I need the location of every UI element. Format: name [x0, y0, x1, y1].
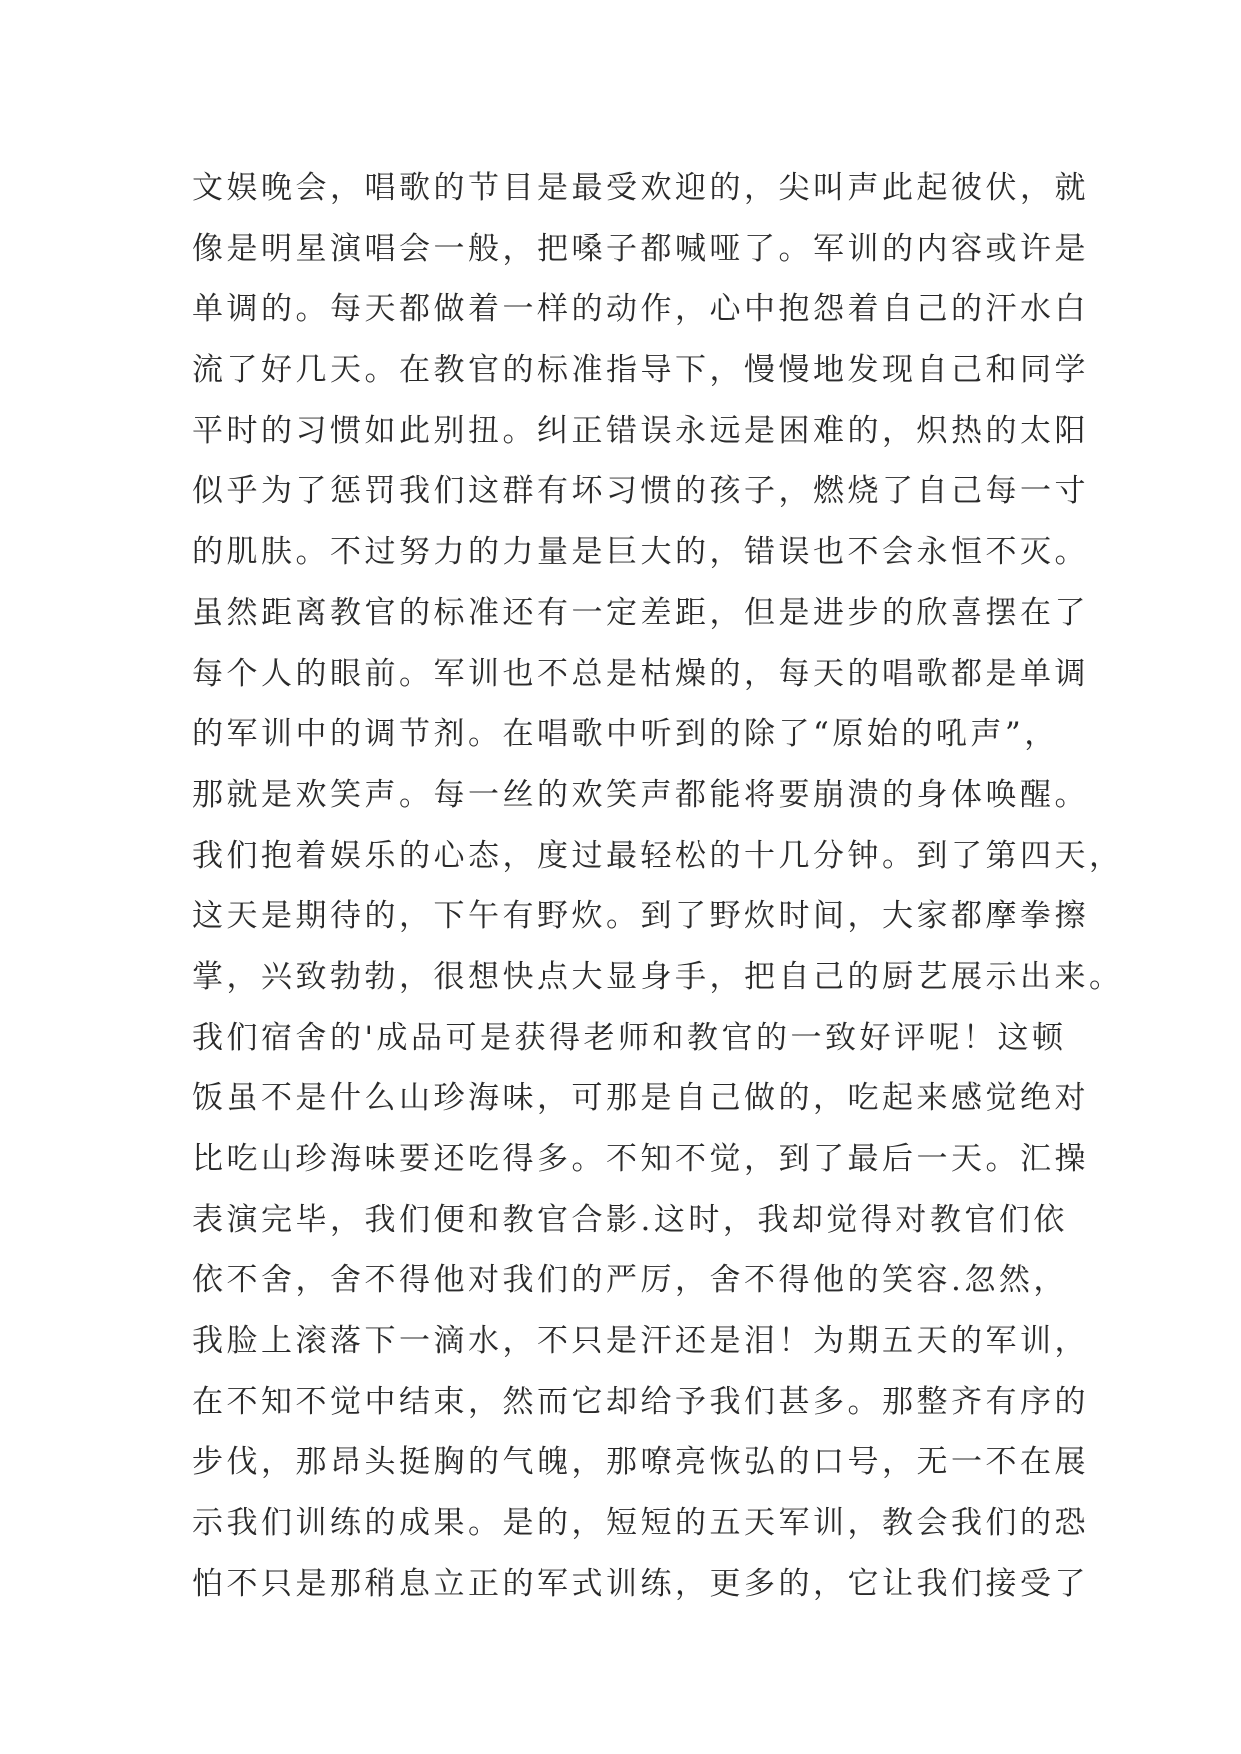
text-line: 比吃山珍海味要还吃得多。不知不觉，到了最后一天。汇操 [192, 1141, 1089, 1177]
text-line: 每个人的眼前。军训也不总是枯燥的，每天的唱歌都是单调 [192, 655, 1089, 692]
text-line: 那就是欢笑声。每一丝的欢笑声都能将要崩溃的身体唤醒。 [192, 776, 1089, 813]
text-line: 的肌肤。不过努力的力量是巨大的，错误也不会永恒不灭。 [192, 534, 1089, 571]
text-line: 似乎为了惩罚我们这群有坏习惯的孩子，燃烧了自己每一寸 [192, 473, 1089, 510]
text-line: 单调的。每天都做着一样的动作，心中抱怨着自己的汗水白 [192, 291, 1089, 328]
text-line: 我们抱着娱乐的心态，度过最轻松的十几分钟。到了第四天， [192, 837, 1124, 874]
text-line: 表演完毕，我们便和教官合影.这时，我却觉得对教官们依 [192, 1201, 1068, 1238]
text-line: 平时的习惯如此别扭。纠正错误永远是困难的，炽热的太阳 [192, 412, 1089, 449]
body-text [192, 158, 1124, 1615]
text-line: 这天是期待的，下午有野炊。到了野炊时间，大家都摩拳擦 [192, 898, 1089, 935]
text-line: 流了好几天。在教官的标准指导下，慢慢地发现自己和同学 [192, 352, 1089, 389]
text-line: 像是明星演唱会一般，把嗓子都喊哑了。军训的内容或许是 [192, 230, 1089, 267]
text-line: 我们宿舍的'成品可是获得老师和教官的一致好评呢！这顿 [192, 1019, 1067, 1056]
text-line: 依不舍，舍不得他对我们的严厉，舍不得他的笑容.忽然， [192, 1262, 1068, 1299]
text-line: 文娱晚会，唱歌的节目是最受欢迎的，尖叫声此起彼伏，就 [192, 170, 1089, 206]
text-line: 怕不只是那稍息立正的军式训练，更多的，它让我们接受了 [192, 1565, 1089, 1602]
text-line: 示我们训练的成果。是的，短短的五天军训，教会我们的恐 [192, 1505, 1089, 1542]
text-line: 的军训中的调节剂。在唱歌中听到的除了“原始的吼声”， [192, 716, 1059, 753]
text-line: 虽然距离教官的标准还有一定差距，但是进步的欣喜摆在了 [192, 594, 1089, 631]
text-line: 步伐，那昂头挺胸的气魄，那嘹亮恢弘的口号，无一不在展 [192, 1444, 1089, 1481]
text-line: 在不知不觉中结束，然而它却给予我们甚多。那整齐有序的 [192, 1383, 1089, 1420]
text-line: 饭虽不是什么山珍海味，可那是自己做的，吃起来感觉绝对 [192, 1080, 1089, 1117]
text-line: 我脸上滚落下一滴水，不只是汗还是泪！为期五天的军训， [192, 1323, 1089, 1360]
text-line: 掌，兴致勃勃，很想快点大显身手，把自己的厨艺展示出来。 [192, 958, 1124, 995]
